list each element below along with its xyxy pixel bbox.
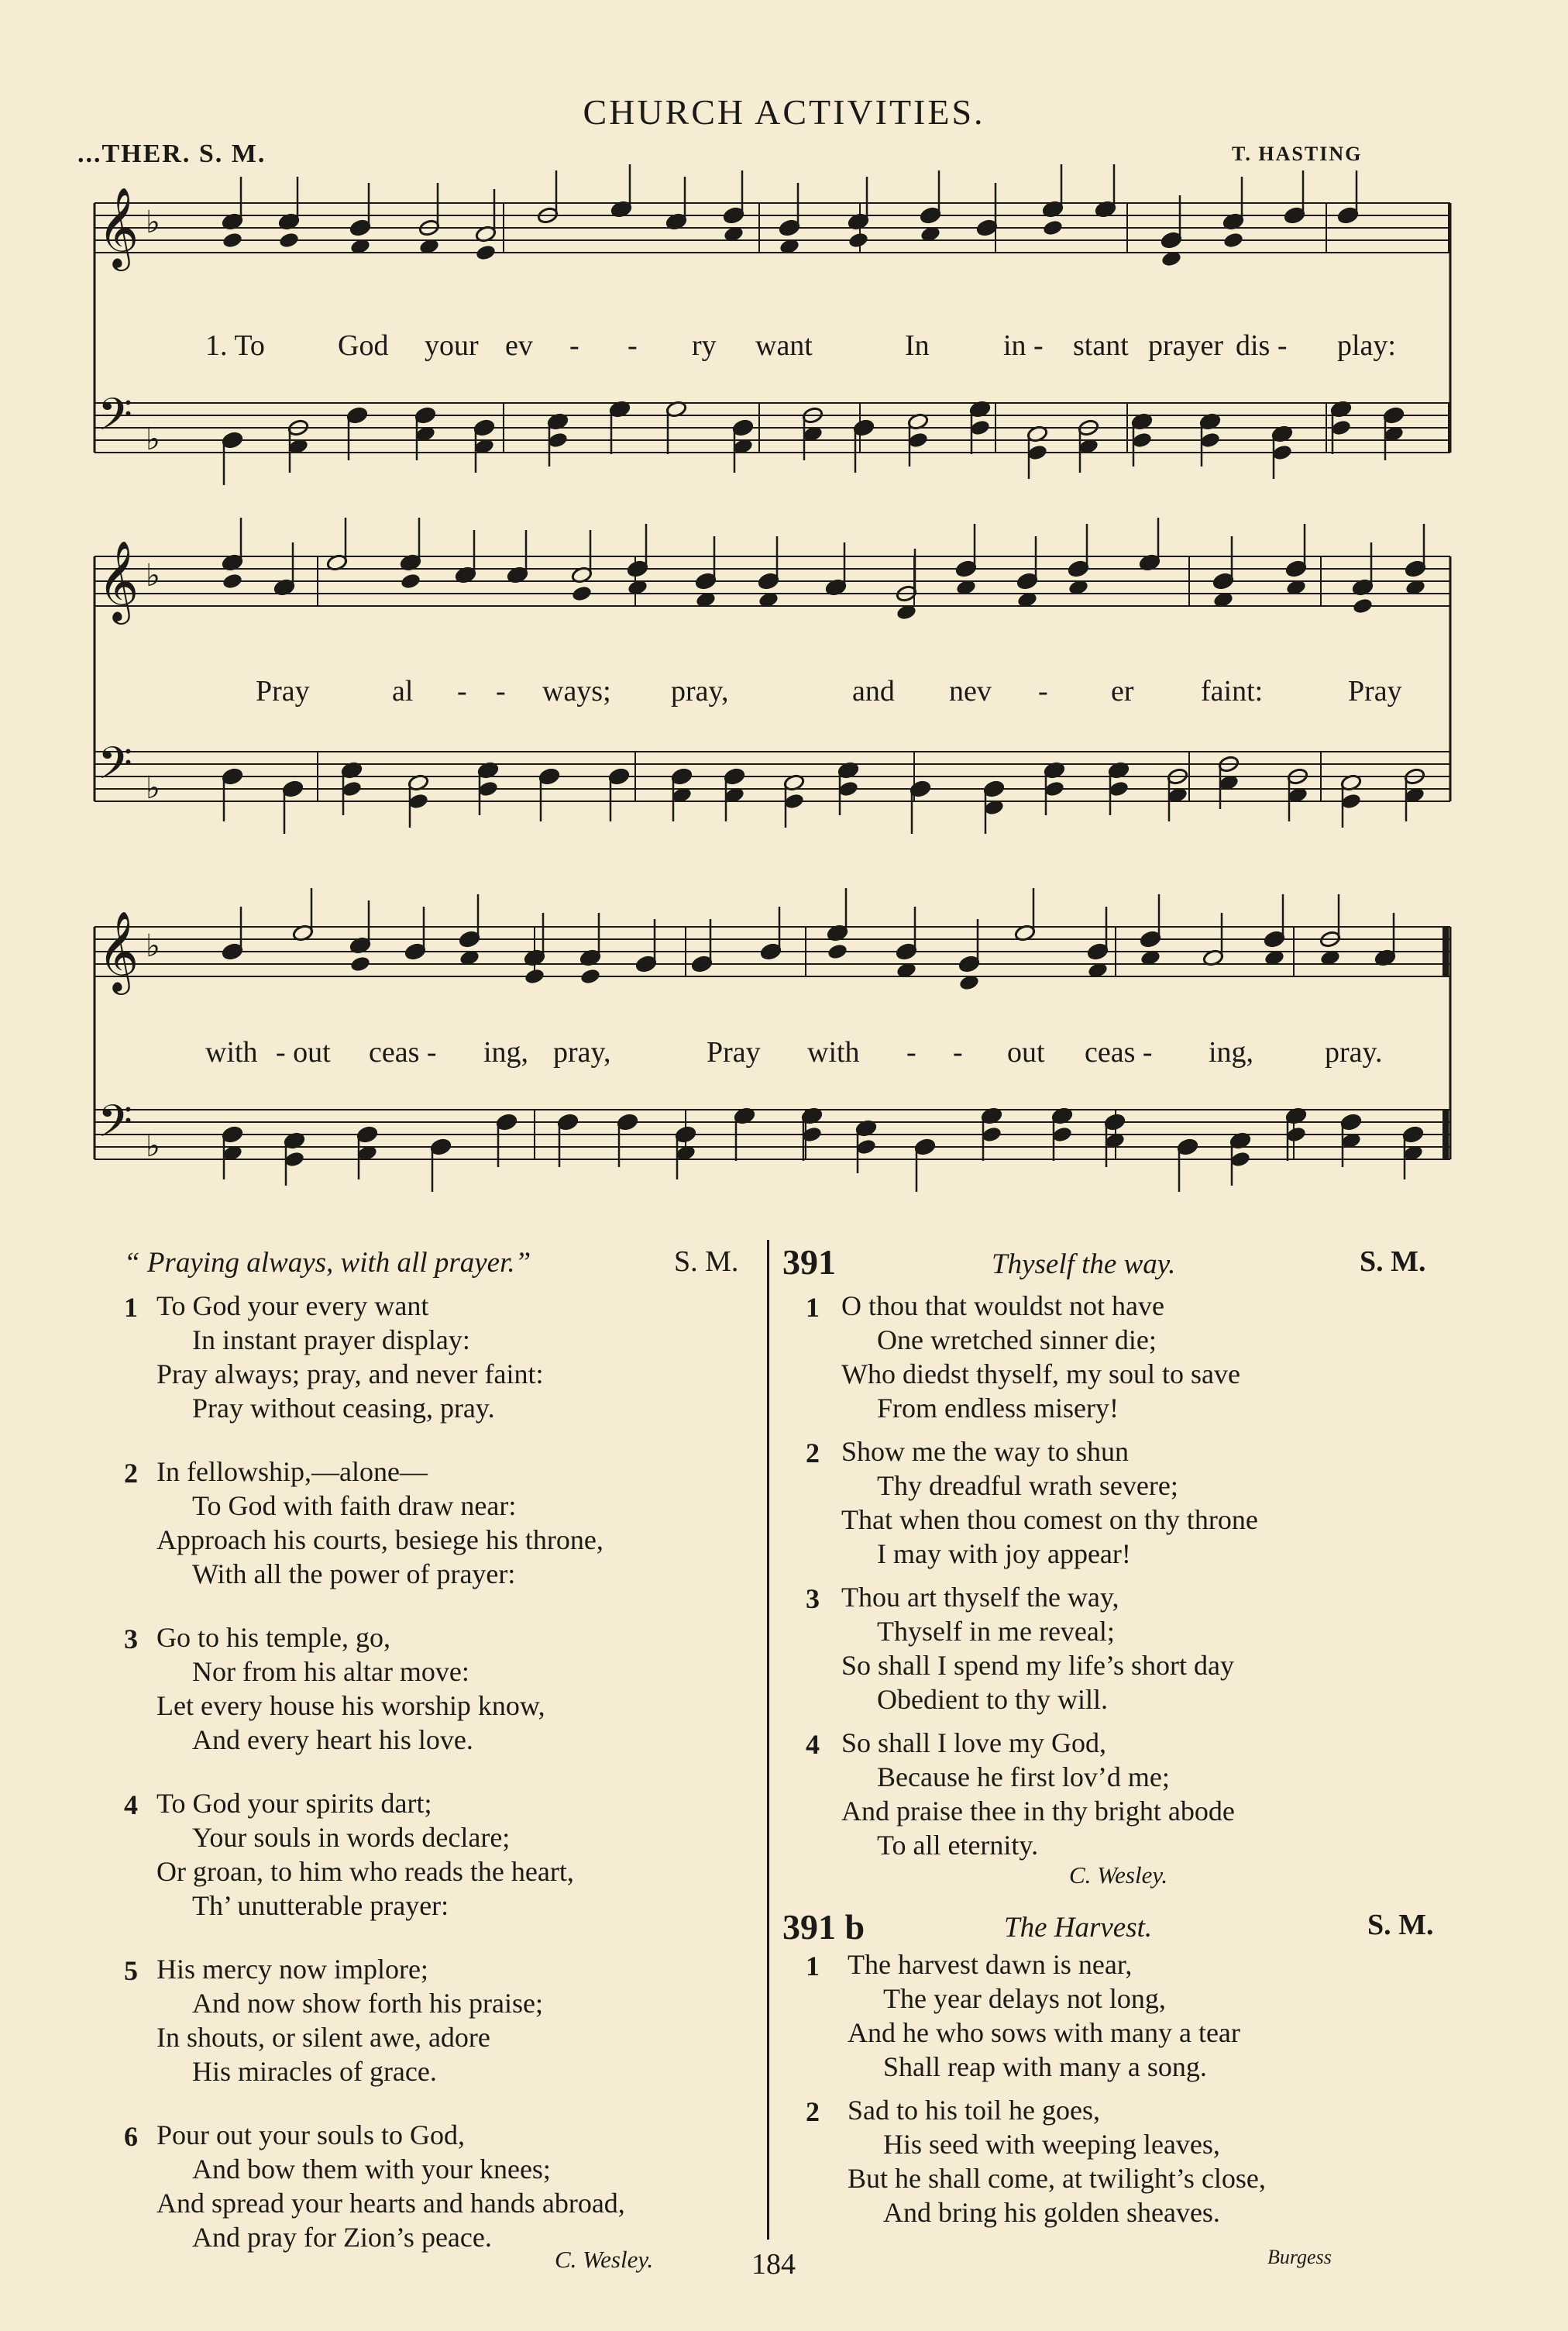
treble-clef-icon: 𝄞 <box>98 911 139 992</box>
stanza-line: In instant prayer display: <box>192 1324 470 1355</box>
lyric-syllable: want <box>755 329 813 362</box>
bass-clef-icon: 𝄢 <box>98 388 133 452</box>
lyric-syllable: pray, <box>671 675 729 708</box>
stanza-line: Shall reap with many a song. <box>883 2051 1207 2082</box>
lyric-syllable: out <box>1007 1036 1045 1069</box>
stanza-line: That when thou comest on thy throne <box>841 1504 1258 1535</box>
lyric-syllable: ceas - <box>1085 1036 1153 1069</box>
lyric-syllable: ceas - <box>369 1036 437 1069</box>
stanza-line: Or groan, to him who reads the heart, <box>156 1856 574 1887</box>
stanza-line: To God your every want <box>156 1290 429 1321</box>
stanza-number: 2 <box>806 2096 820 2127</box>
flat-sign-icon: ♭ <box>146 422 160 457</box>
stanza-line: Your souls in words declare; <box>192 1822 511 1853</box>
lyric-syllable: in - <box>1003 329 1044 362</box>
lyric-syllable: - <box>906 1036 916 1069</box>
hymn-391b-meter: S. M. <box>1367 1909 1434 1941</box>
lyric-syllable: with <box>205 1036 258 1069</box>
lyric-syllable: Pray <box>707 1036 761 1069</box>
note-head <box>571 584 593 602</box>
stanza-line: Thyself in me reveal; <box>877 1616 1115 1647</box>
hymn-left-meter: S. M. <box>674 1245 739 1278</box>
stanza-line: From endless misery! <box>877 1393 1119 1424</box>
lyric-syllable: In <box>905 329 930 362</box>
stanza-line: And praise thee in thy bright abode <box>841 1796 1235 1827</box>
lyric-syllable: - out <box>276 1036 331 1069</box>
lyric-syllable: ways; <box>542 675 611 708</box>
stanza-line: Let every house his worship know, <box>156 1690 545 1721</box>
stanza-line: And now show forth his praise; <box>192 1988 543 2019</box>
stanza-line: Nor from his altar move: <box>192 1656 469 1687</box>
stanza-number: 3 <box>124 1623 138 1654</box>
lyric-syllable: pray. <box>1325 1036 1383 1069</box>
page-number: 184 <box>751 2248 796 2281</box>
lyric-syllable: faint: <box>1201 675 1264 708</box>
lyric-syllable: Pray <box>1348 675 1402 708</box>
stanza-line: I may with joy appear! <box>877 1538 1131 1569</box>
lyric-syllable: play: <box>1337 329 1396 362</box>
note-head <box>848 231 869 249</box>
lyrics-line-3 <box>0 1035 1568 1074</box>
stanza-line: The year delays not long, <box>883 1983 1166 2014</box>
note-head <box>222 231 243 249</box>
stanza-line: O thou that wouldst not have <box>841 1290 1164 1321</box>
running-head: CHURCH ACTIVITIES. <box>583 92 985 132</box>
column-divider <box>767 1240 769 2240</box>
lyric-syllable: your <box>425 329 479 362</box>
note-head <box>1222 231 1244 249</box>
final-bar <box>1442 1110 1449 1159</box>
stanza-number: 4 <box>806 1729 820 1760</box>
note-head <box>827 942 848 960</box>
note-head <box>1352 597 1374 615</box>
lyric-syllable: ev <box>505 329 533 362</box>
bass-clef-icon: 𝄢 <box>98 737 133 801</box>
stanza-line: His miracles of grace. <box>192 2056 437 2087</box>
stanza-line: To God your spirits dart; <box>156 1788 432 1819</box>
stanza-line: And spread your hearts and hands abroad, <box>156 2188 625 2219</box>
lyric-syllable: prayer <box>1148 329 1224 362</box>
final-bar <box>1442 927 1449 976</box>
stanza-line: His mercy now implore; <box>156 1954 428 1985</box>
hymn-391b-attribution: Burgess <box>1267 2246 1332 2268</box>
bass-clef-icon: 𝄢 <box>98 1095 133 1159</box>
hymn-391-attribution: C. Wesley. <box>1069 1861 1168 1889</box>
stanza-line: Pour out your souls to God, <box>156 2119 466 2150</box>
stanza-number: 1 <box>124 1292 138 1323</box>
lyric-syllable: nev <box>949 675 992 708</box>
lyric-syllable: Pray <box>256 675 310 708</box>
hymn-left-attribution: C. Wesley. <box>555 2246 654 2273</box>
stanza-line: The harvest dawn is near, <box>848 1949 1133 1980</box>
stanza-line: And bring his golden sheaves. <box>883 2197 1220 2228</box>
lyric-syllable: stant <box>1073 329 1129 362</box>
hymn-391-number: 391 <box>782 1242 836 1282</box>
lyrics-line-1 <box>0 329 1568 367</box>
stanza-line: With all the power of prayer: <box>192 1558 516 1589</box>
lyric-syllable: 1. To <box>205 329 265 362</box>
note-head <box>349 955 371 973</box>
lyric-syllable: ing, <box>483 1036 529 1069</box>
stanza-number: 5 <box>124 1955 138 1986</box>
lyrics-line-2 <box>0 674 1568 713</box>
stanza-number: 4 <box>124 1789 138 1820</box>
treble-clef-icon: 𝄞 <box>98 187 139 268</box>
stanza-line: Thou art thyself the way, <box>841 1582 1119 1613</box>
note-head <box>524 967 545 985</box>
note-head <box>475 243 497 261</box>
stanza-number: 3 <box>806 1583 820 1614</box>
stanza-line: In shouts, or silent awe, adore <box>156 2022 490 2053</box>
lyric-syllable: dis - <box>1236 329 1288 362</box>
lyric-syllable: - <box>457 675 467 708</box>
stanza-number: 1 <box>806 1292 820 1323</box>
stanza-line: Obedient to thy will. <box>877 1684 1108 1715</box>
stanza-line: Thy dreadful wrath severe; <box>877 1470 1178 1501</box>
stanza-line: But he shall come, at twilight’s close, <box>848 2163 1266 2194</box>
stanza-number: 1 <box>806 1951 820 1982</box>
tune-composer: T. HASTING <box>1232 143 1363 165</box>
lyric-syllable: God <box>338 329 389 362</box>
lyric-syllable: and <box>852 675 895 708</box>
lyric-syllable: with <box>807 1036 860 1069</box>
stanza-line: One wretched sinner die; <box>877 1324 1157 1355</box>
stanza-number: 2 <box>124 1458 138 1489</box>
flat-sign-icon: ♭ <box>146 558 160 594</box>
lyric-syllable: - <box>953 1036 963 1069</box>
note-head <box>222 572 243 590</box>
stanza-number: 2 <box>806 1438 820 1468</box>
stanza-line: And he who sows with many a tear <box>848 2017 1240 2048</box>
stanza-line: To all eternity. <box>877 1830 1039 1861</box>
stanza-line: Because he first lov’d me; <box>877 1761 1170 1792</box>
stanza-line: Pray always; pray, and never faint: <box>156 1358 544 1389</box>
tune-name: ...THER. S. M. <box>77 139 266 168</box>
stanza-line: Who diedst thyself, my soul to save <box>841 1358 1240 1389</box>
stanza-line: So shall I love my God, <box>841 1727 1106 1758</box>
stanza-line: And bow them with your knees; <box>192 2154 551 2185</box>
lyric-syllable: - <box>496 675 506 708</box>
lyric-syllable: pray, <box>553 1036 611 1069</box>
stanza-line: His seed with weeping leaves, <box>883 2129 1220 2160</box>
flat-sign-icon: ♭ <box>146 205 160 240</box>
hymn-391-meter: S. M. <box>1360 1245 1426 1278</box>
flat-sign-icon: ♭ <box>146 928 160 964</box>
stanza-line: So shall I spend my life’s short day <box>841 1650 1234 1681</box>
lyric-syllable: - <box>1038 675 1048 708</box>
lyric-syllable: - <box>628 329 638 362</box>
lyric-syllable: er <box>1111 675 1134 708</box>
treble-clef-icon: 𝄞 <box>98 540 139 621</box>
lyric-syllable: ing, <box>1209 1036 1254 1069</box>
stanza-line: Show me the way to shun <box>841 1436 1129 1467</box>
hymn-391-title: Thyself the way. <box>992 1248 1176 1280</box>
hymn-391b-number: 391 b <box>782 1907 865 1947</box>
stanza-line: To God with faith draw near: <box>192 1490 517 1521</box>
note-head <box>579 967 601 985</box>
lyric-syllable: - <box>569 329 579 362</box>
lyric-syllable: al <box>392 675 414 708</box>
note-head <box>278 231 300 249</box>
stanza-line: And pray for Zion’s peace. <box>192 2222 492 2253</box>
stanza-line: Sad to his toil he goes, <box>848 2095 1100 2126</box>
note-head <box>400 572 421 590</box>
stanza-line: Approach his courts, besiege his throne, <box>156 1524 603 1555</box>
stanza-line: Go to his temple, go, <box>156 1622 390 1653</box>
stanza-line: In fellowship,—alone— <box>156 1456 428 1487</box>
stanza-line: And every heart his love. <box>192 1724 473 1755</box>
lyric-syllable: ry <box>692 329 717 362</box>
hymn-left-heading: “ Praying always, with all prayer.” <box>124 1247 531 1279</box>
note-head <box>1042 219 1064 236</box>
stanza-line: Pray without ceasing, pray. <box>192 1393 495 1424</box>
hymn-391b-title: The Harvest. <box>1004 1912 1153 1944</box>
stanza-line: Th’ unutterable prayer: <box>192 1890 449 1921</box>
flat-sign-icon: ♭ <box>146 770 160 806</box>
stanza-number: 6 <box>124 2121 138 2152</box>
flat-sign-icon: ♭ <box>146 1128 160 1164</box>
